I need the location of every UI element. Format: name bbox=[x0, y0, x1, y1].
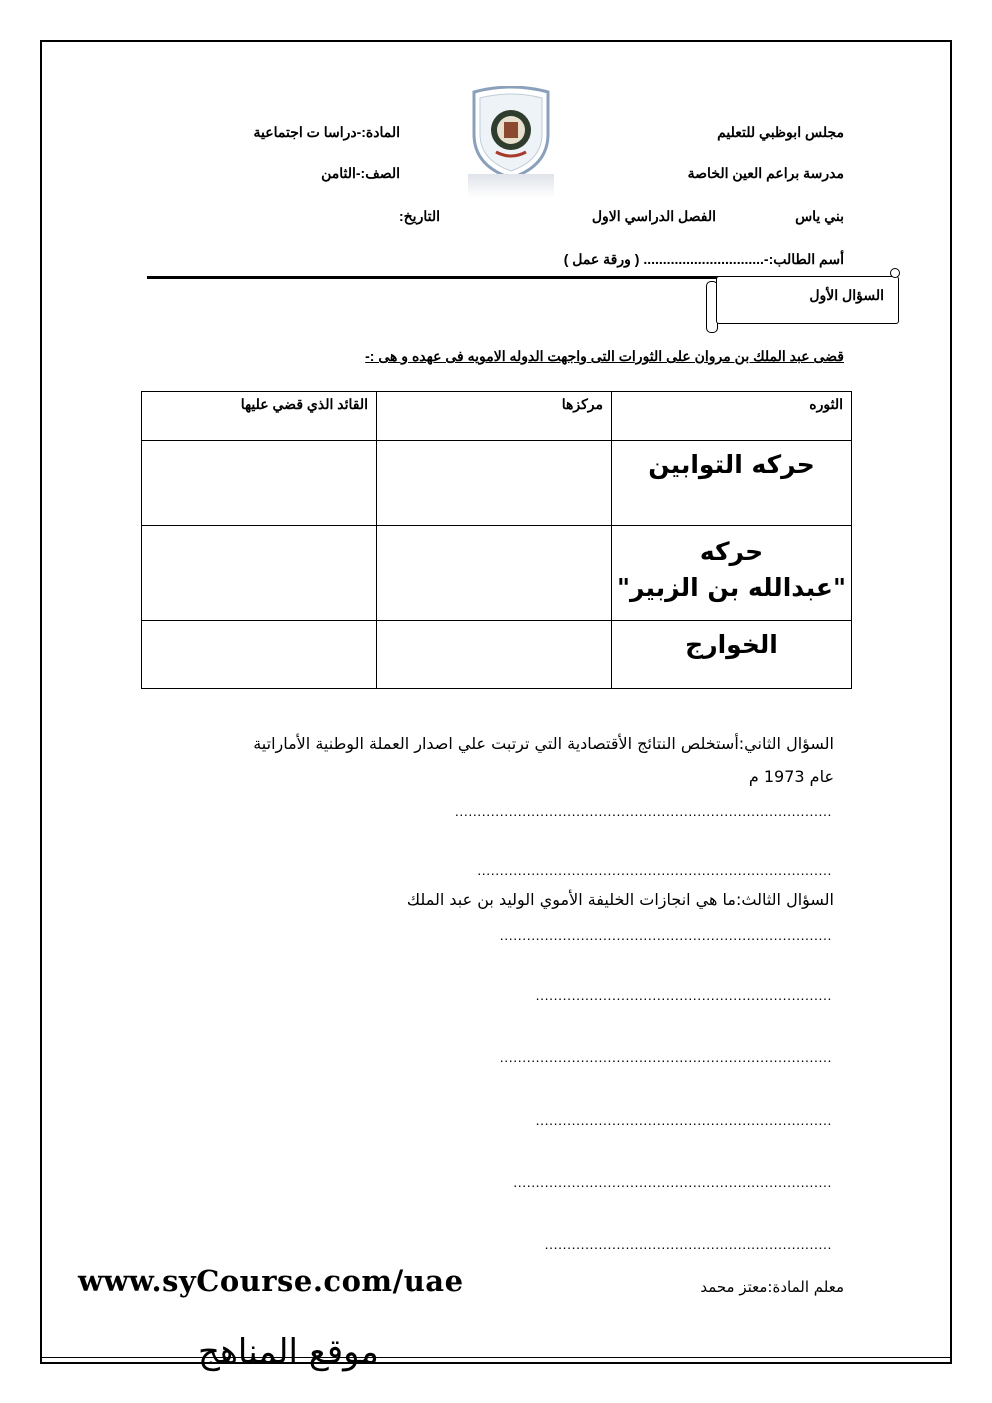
question1-prompt: قضى عبد الملك بن مروان على الثورات التى واجهت الدوله الامويه فى عهده و هى :- bbox=[365, 348, 844, 364]
revolt-line: "عبدالله بن الزبير" bbox=[616, 573, 847, 602]
center-cell[interactable] bbox=[377, 441, 612, 526]
question1-title: السؤال الأول bbox=[809, 287, 884, 303]
page-border bbox=[40, 40, 952, 1364]
leader-cell[interactable] bbox=[142, 441, 377, 526]
student-name-line: أسم الطالب:-............................... ( ورقة عمل ) bbox=[563, 251, 844, 267]
page-border-double bbox=[40, 1357, 952, 1363]
answer-line[interactable]: .................................................................. bbox=[535, 987, 832, 1003]
header-leader: القائد الذي قضي عليها bbox=[142, 392, 377, 441]
revolts-table bbox=[141, 391, 852, 689]
city-name: بني ياس bbox=[795, 208, 844, 224]
revolt-cell bbox=[612, 526, 852, 621]
header-center: مركزها bbox=[377, 392, 612, 441]
question3-text: السؤال الثالث:ما هي انجازات الخليفة الأموي الوليد بن عبد الملك bbox=[406, 890, 834, 909]
center-cell[interactable] bbox=[377, 621, 612, 689]
table-row bbox=[142, 441, 852, 526]
question2-year: عام 1973 م bbox=[748, 767, 834, 786]
table-row bbox=[142, 526, 852, 621]
question2-text: السؤال الثاني:أستخلص النتائج الأقتصادية التي ترتبت علي اصدار العملة الوطنية الأماراتية bbox=[253, 734, 834, 753]
answer-line[interactable]: .......................................................................... bbox=[499, 927, 832, 943]
answer-line[interactable]: .......................................................................... bbox=[499, 1049, 832, 1065]
revolt-line: حركه bbox=[699, 537, 764, 566]
header-revolt: الثوره bbox=[612, 392, 852, 441]
answer-line[interactable]: ....................................................................... bbox=[513, 1174, 832, 1190]
question-box-curl bbox=[890, 268, 900, 278]
website-watermark: www.syCourse.com/uae bbox=[78, 1264, 464, 1298]
answer-line[interactable]: .................................................................. bbox=[535, 1112, 832, 1128]
teacher-name: معلم المادة:معتز محمد bbox=[700, 1278, 844, 1296]
grade: الصف:-الثامن bbox=[321, 165, 400, 181]
subject: المادة:-دراسا ت اجتماعية bbox=[253, 124, 400, 140]
semester: الفصل الدراسي الاول bbox=[591, 208, 716, 224]
date-label: التاريخ: bbox=[398, 208, 440, 224]
leader-cell[interactable] bbox=[142, 526, 377, 621]
revolt-cell: الخوارج bbox=[612, 621, 852, 689]
center-cell[interactable] bbox=[377, 526, 612, 621]
school-name: مدرسة براعم العين الخاصة bbox=[687, 165, 844, 181]
answer-line[interactable]: ................................................................ bbox=[544, 1236, 832, 1252]
council-name: مجلس ابوظبي للتعليم bbox=[717, 124, 844, 140]
leader-cell[interactable] bbox=[142, 621, 377, 689]
answer-line[interactable]: ............................................................................... bbox=[477, 862, 832, 878]
table-header-row bbox=[142, 392, 852, 441]
answer-line[interactable]: .................................................................................... bbox=[454, 803, 832, 819]
site-stamp: موقع المناهج bbox=[198, 1332, 379, 1372]
table-row bbox=[142, 621, 852, 689]
revolt-cell: حركه التوابين bbox=[612, 441, 852, 526]
school-logo-icon bbox=[468, 86, 554, 198]
